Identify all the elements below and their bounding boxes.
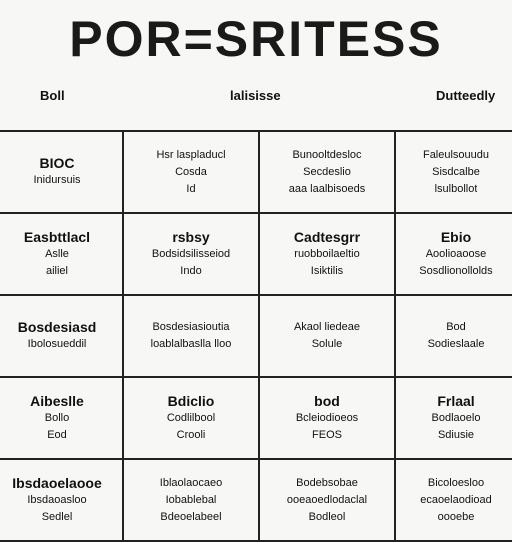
table-cell — [124, 132, 260, 212]
cell-text: Sosdlionollolds — [419, 264, 493, 277]
cell-text: Bodsidsilisseiod — [151, 247, 231, 260]
cell-text: Akaol liedeae — [293, 321, 361, 333]
table-cell — [260, 296, 396, 376]
table-row — [0, 214, 512, 296]
cell-text: Bodebsobae — [296, 476, 358, 489]
cell-text: aaa laalbisoeds — [288, 182, 366, 195]
cell-text: Ibsdaoelaooe — [12, 474, 102, 491]
cell-text: Sedlel — [41, 510, 73, 523]
cell-text: FEOS — [312, 428, 342, 441]
cell-text: Bcleiodioeos — [295, 411, 359, 424]
cell-text: Aoolioaoose — [425, 247, 487, 260]
cell-text: Bosdesiasd — [17, 319, 97, 335]
cell-text: Iblaolaocaeo — [159, 476, 223, 489]
cell-text: Sodieslaale — [427, 338, 485, 350]
table-cell — [260, 460, 396, 540]
cell-text: Aslle — [45, 247, 69, 260]
cell-text: BIOC — [39, 155, 75, 171]
column-header-1: Boll — [40, 88, 65, 103]
table-cell — [396, 296, 512, 376]
cell-text: Id — [186, 182, 196, 195]
cell-text: ruobboilaeltio — [294, 247, 360, 260]
cell-text: loablalbaslla lloo — [150, 338, 232, 350]
cell-text: Solule — [311, 338, 343, 350]
cell-text: Bunooltdesloc — [292, 148, 362, 161]
cell-text: Cosda — [175, 165, 207, 178]
cell-text: Iobablebal — [165, 493, 217, 506]
cell-text: Ibolosueddil — [27, 338, 87, 350]
column-header-3: Dutteedly — [436, 88, 496, 103]
table-cell — [0, 378, 124, 458]
cell-text: Ebio — [440, 228, 472, 245]
table-cell — [124, 296, 260, 376]
cell-text: Isiktilis — [310, 264, 344, 277]
cell-text: Codlilbool — [166, 411, 216, 424]
cell-text: Bicoloesloo — [427, 476, 485, 489]
cell-text: Sdiusie — [437, 428, 475, 441]
cell-text: Frlaal — [437, 392, 475, 409]
cell-text: Bdiclio — [167, 392, 215, 409]
cell-text: Bollo — [44, 411, 70, 424]
cell-text: Indo — [180, 264, 202, 277]
table-cell — [124, 460, 260, 540]
table-row — [0, 378, 512, 460]
cell-text: Eod — [47, 428, 67, 441]
cell-text: Ibsdaoasloo — [27, 493, 87, 506]
table-cell — [0, 214, 124, 294]
cell-text: Aibeslle — [30, 392, 84, 409]
page-title: POR=SRITESS — [69, 11, 443, 67]
table-grid — [0, 130, 512, 530]
table-cell — [0, 296, 124, 376]
table-row — [0, 460, 512, 542]
cell-text: Sisdcalbe — [432, 165, 480, 178]
table-cell — [0, 132, 124, 212]
cell-text: Crooli — [176, 428, 206, 441]
cell-text: bod — [314, 392, 340, 409]
table-cell — [396, 132, 512, 212]
cell-text: Secdeslio — [303, 165, 351, 178]
table-cell — [124, 378, 260, 458]
cell-text: Bod — [446, 321, 466, 333]
table-cell — [260, 378, 396, 458]
cell-text: rsbsy — [172, 228, 210, 245]
table-cell — [260, 214, 396, 294]
column-header-2: lalisisse — [230, 88, 281, 103]
table-row — [0, 296, 512, 378]
cell-text: lsulbollot — [434, 182, 478, 195]
table-cell — [0, 460, 124, 540]
cell-text: ecaoelaodioad — [420, 493, 492, 506]
table-cell — [260, 132, 396, 212]
table-cell — [396, 378, 512, 458]
column-headers — [0, 88, 512, 112]
cell-text: Bdeoelabeel — [160, 510, 222, 523]
table-row — [0, 132, 512, 214]
cell-text: Bodlaoelo — [431, 411, 481, 424]
table-cell — [124, 214, 260, 294]
cell-text: Bodleol — [308, 510, 346, 523]
cell-text: Bosdesiasioutia — [152, 321, 230, 333]
cell-text: Cadtesgrr — [293, 228, 361, 245]
cell-text: Easbttlacl — [23, 228, 91, 245]
table-cell — [396, 460, 512, 540]
cell-text: ooeaoedlodaclal — [286, 493, 368, 506]
table-cell — [396, 214, 512, 294]
cell-text: Faleulsouudu — [422, 148, 490, 161]
cell-text: ailiel — [45, 264, 68, 277]
cell-text: oooebe — [437, 510, 475, 523]
cell-text: Hsr laspladucl — [156, 148, 226, 161]
cell-text: Inidursuis — [33, 174, 81, 186]
